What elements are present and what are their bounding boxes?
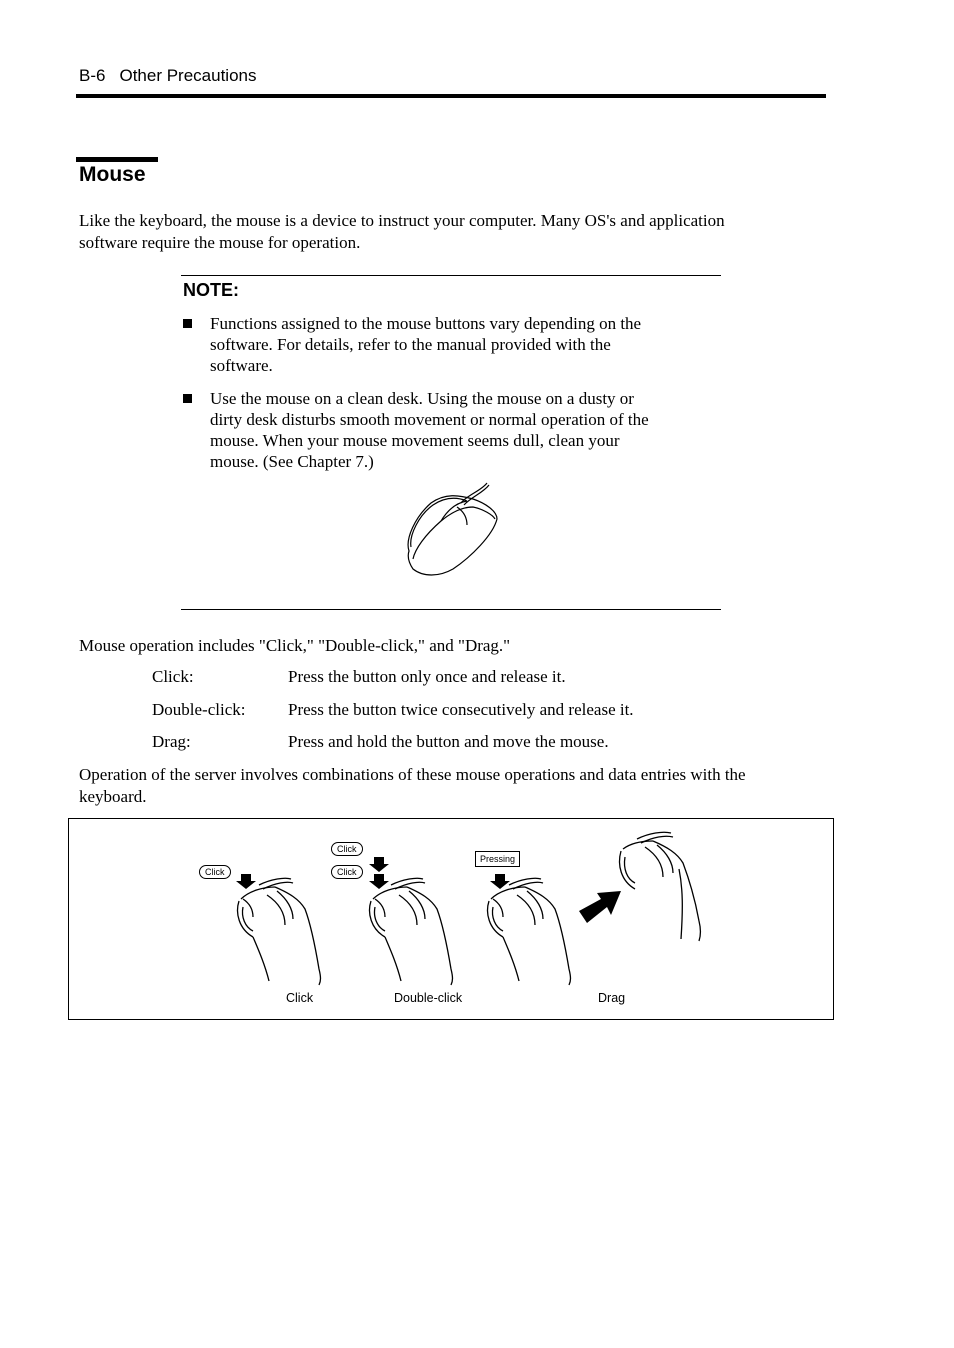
operations-intro: Mouse operation includes "Click," "Double-click," and "Drag." [79,636,511,655]
note-box [181,275,721,610]
double-click-bubble: Click [331,842,363,856]
hand-pressing-icon [488,878,571,985]
note-item-line: Functions assigned to the mouse buttons vary depending on the [210,314,642,333]
definition-term: Drag: [152,732,191,751]
note-item-line: software. [210,356,273,375]
note-item-line: mouse. (See Chapter 7.) [210,452,374,471]
section-title: Mouse [79,163,146,186]
note-item [183,388,703,472]
caption-double-click: Double-click [394,991,463,1005]
down-arrow-icon [490,874,510,889]
press-arrows [236,857,621,923]
caption-click: Click [286,991,314,1005]
note-item-line: dirty desk disturbs smooth movement or normal operation of the [210,410,649,429]
definition-term: Double-click: [152,700,246,719]
mouse-illustration-icon [401,481,501,577]
definition-desc: Press and hold the button and move the mouse. [288,732,609,751]
square-bullet-icon [183,319,192,328]
intro-line: software require the mouse for operation. [79,232,361,252]
definition-desc: Press the button only once and release it. [288,667,566,686]
double-click-bubble: Click [331,865,363,879]
header-section-title: Other Precautions [119,66,257,85]
note-item [183,313,703,376]
hand-illustrations [69,819,833,1019]
down-arrow-icon [369,874,389,889]
note-title: NOTE: [183,280,239,300]
down-arrow-icon [236,874,256,889]
square-bullet-icon [183,394,192,403]
definition-term: Click: [152,667,194,686]
page-header [79,66,256,86]
click-bubble: Click [199,865,231,879]
outro-line: Operation of the server involves combinations of these mouse operations and data entries with the [79,765,746,784]
pressing-label: Pressing [475,851,520,867]
mouse-operations-figure [68,818,834,1020]
operations-outro [79,764,839,807]
hand-double-click-icon [370,878,453,985]
hand-dragged-icon [620,832,701,941]
section-title-bar [76,157,158,162]
hand-click-icon [238,878,321,985]
intro-line: Like the keyboard, the mouse is a device to instruct your computer. Many OS's and application [79,211,725,230]
outro-line: keyboard. [79,786,147,806]
page-number: B-6 [79,66,106,85]
caption-drag: Drag [598,991,626,1005]
note-item-line: mouse. When your mouse movement seems dull, clean your [210,431,620,450]
down-arrow-icon [369,857,389,872]
drag-arrow-icon [579,891,621,923]
definition-desc: Press the button twice consecutively and release it. [288,700,634,719]
intro-paragraph [79,210,839,253]
note-item-line: software. For details, refer to the manual provided with the [210,335,611,354]
note-item-line: Use the mouse on a clean desk. Using the mouse on a dusty or [210,389,634,408]
header-rule [76,94,826,98]
